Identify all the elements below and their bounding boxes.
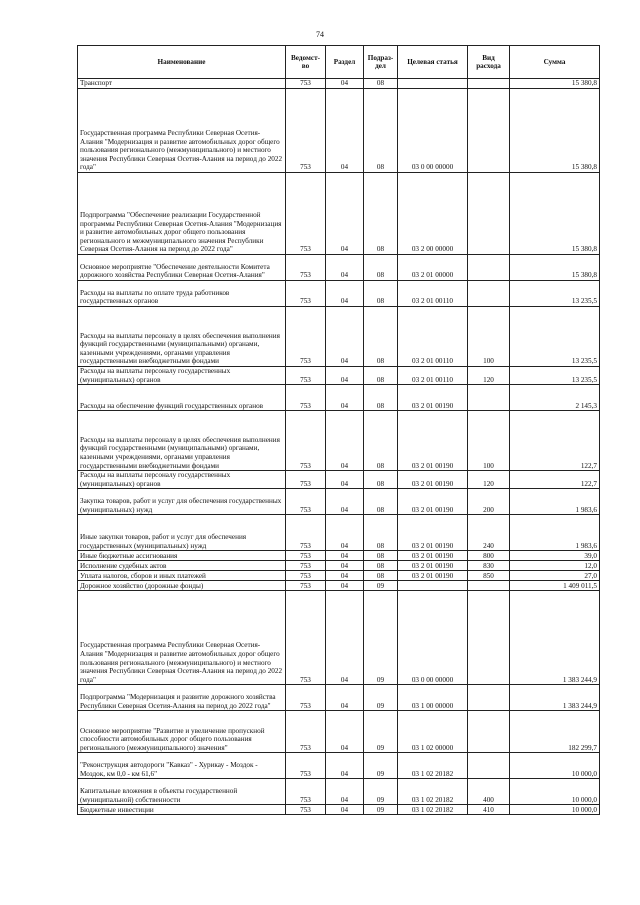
cell-name: Капитальные вложения в объекты государственной (муниципальной) собственности <box>78 779 286 805</box>
cell-department: 753 <box>286 255 326 281</box>
cell-department: 753 <box>286 367 326 385</box>
cell-name: Исполнение судебных актов <box>78 561 286 571</box>
cell-department: 753 <box>286 489 326 515</box>
cell-expense-type <box>468 685 510 711</box>
cell-expense-type: 800 <box>468 551 510 561</box>
cell-name: Основное мероприятие "Обеспечение деятельности Комитета дорожного хозяйства Республики Северная Осетия-Алания" <box>78 255 286 281</box>
cell-target-article <box>398 79 468 89</box>
cell-amount: 122,7 <box>510 411 600 471</box>
cell-expense-type: 100 <box>468 411 510 471</box>
budget-table <box>77 45 600 815</box>
header-target-article: Целевая статья <box>398 46 468 79</box>
cell-name: Бюджетные инвестиции <box>78 805 286 815</box>
table-row <box>78 779 600 805</box>
cell-department: 753 <box>286 685 326 711</box>
table-row <box>78 255 600 281</box>
cell-amount: 12,0 <box>510 561 600 571</box>
cell-expense-type: 200 <box>468 489 510 515</box>
cell-subsection: 08 <box>364 551 398 561</box>
cell-name: Закупка товаров, работ и услуг для обеспечения государственных (муниципальных) нужд <box>78 489 286 515</box>
cell-name: Иные бюджетные ассигнования <box>78 551 286 561</box>
table-row <box>78 173 600 255</box>
cell-target-article: 03 2 01 00110 <box>398 281 468 307</box>
cell-target-article: 03 2 00 00000 <box>398 173 468 255</box>
cell-section: 04 <box>326 753 364 779</box>
cell-amount: 1 983,6 <box>510 515 600 551</box>
header-subsection: Подраз-дел <box>364 46 398 79</box>
cell-name: Расходы на выплаты персоналу в целях обеспечения выполнения функций государственными (муниципальными) органами, казенными учреждениями, органами управления государственными внебюджетными фондами <box>78 411 286 471</box>
cell-expense-type <box>468 255 510 281</box>
table-header-row <box>78 46 600 79</box>
cell-name: Основное мероприятие "Развитие и увеличение пропускной способности автомобильных дорог общего пользования регионального (межмуниципального) значения" <box>78 711 286 753</box>
cell-subsection: 09 <box>364 779 398 805</box>
header-section: Раздел <box>326 46 364 79</box>
cell-target-article: 03 2 01 00190 <box>398 471 468 489</box>
cell-department: 753 <box>286 281 326 307</box>
cell-target-article: 03 2 01 00190 <box>398 411 468 471</box>
cell-name: "Реконструкция автодороги "Кавказ" - Хурикау - Моздок - Моздок, км 0,0 - км 61,6" <box>78 753 286 779</box>
table-row <box>78 281 600 307</box>
cell-amount: 1 983,6 <box>510 489 600 515</box>
cell-target-article: 03 2 01 00110 <box>398 367 468 385</box>
cell-expense-type <box>468 173 510 255</box>
cell-subsection: 09 <box>364 591 398 685</box>
cell-expense-type <box>468 753 510 779</box>
cell-amount: 1 409 011,5 <box>510 581 600 591</box>
cell-amount: 2 145,3 <box>510 385 600 411</box>
cell-target-article <box>398 581 468 591</box>
cell-subsection: 08 <box>364 367 398 385</box>
cell-department: 753 <box>286 779 326 805</box>
cell-name: Транспорт <box>78 79 286 89</box>
cell-name: Дорожное хозяйство (дорожные фонды) <box>78 581 286 591</box>
cell-target-article: 03 2 01 00000 <box>398 255 468 281</box>
cell-department: 753 <box>286 571 326 581</box>
cell-section: 04 <box>326 685 364 711</box>
cell-section: 04 <box>326 489 364 515</box>
header-expense-type: Вид расхода <box>468 46 510 79</box>
cell-subsection: 08 <box>364 385 398 411</box>
cell-section: 04 <box>326 571 364 581</box>
header-amount: Сумма <box>510 46 600 79</box>
cell-subsection: 09 <box>364 753 398 779</box>
cell-department: 753 <box>286 385 326 411</box>
cell-name: Расходы на выплаты персоналу государственных (муниципальных) органов <box>78 471 286 489</box>
cell-expense-type <box>468 281 510 307</box>
cell-department: 753 <box>286 551 326 561</box>
cell-expense-type <box>468 711 510 753</box>
cell-expense-type <box>468 591 510 685</box>
cell-section: 04 <box>326 591 364 685</box>
cell-target-article: 03 2 01 00190 <box>398 551 468 561</box>
cell-section: 04 <box>326 551 364 561</box>
cell-section: 04 <box>326 367 364 385</box>
cell-department: 753 <box>286 561 326 571</box>
cell-target-article: 03 2 01 00190 <box>398 571 468 581</box>
cell-expense-type: 850 <box>468 571 510 581</box>
cell-target-article: 03 2 01 00190 <box>398 561 468 571</box>
cell-target-article: 03 2 01 00190 <box>398 385 468 411</box>
cell-section: 04 <box>326 307 364 367</box>
cell-expense-type: 830 <box>468 561 510 571</box>
table-row <box>78 471 600 489</box>
cell-expense-type: 100 <box>468 307 510 367</box>
cell-subsection: 08 <box>364 79 398 89</box>
cell-name: Уплата налогов, сборов и иных платежей <box>78 571 286 581</box>
cell-amount: 182 299,7 <box>510 711 600 753</box>
cell-target-article: 03 0 00 00000 <box>398 591 468 685</box>
cell-department: 753 <box>286 515 326 551</box>
cell-section: 04 <box>326 79 364 89</box>
table-row <box>78 515 600 551</box>
cell-subsection: 09 <box>364 805 398 815</box>
cell-name: Государственная программа Республики Северная Осетия-Алания "Модернизация и развитие автомобильных дорог общего пользования регионального (межмуниципального) и местного значения Республики Северная Осетия-Алания на период до 2022 года" <box>78 591 286 685</box>
cell-amount: 1 383 244,9 <box>510 591 600 685</box>
table-row <box>78 411 600 471</box>
cell-amount: 15 380,8 <box>510 255 600 281</box>
header-name: Наименование <box>78 46 286 79</box>
cell-department: 753 <box>286 173 326 255</box>
cell-amount: 10 000,0 <box>510 805 600 815</box>
cell-name: Государственная программа Республики Северная Осетия-Алания "Модернизация и развитие автомобильных дорог общего пользования регионального (межмуниципального) и местного значения Республики Северная Осетия-Алания на период до 2022 года" <box>78 89 286 173</box>
cell-expense-type <box>468 385 510 411</box>
cell-target-article: 03 1 02 00000 <box>398 711 468 753</box>
cell-department: 753 <box>286 307 326 367</box>
table-row <box>78 89 600 173</box>
table-row <box>78 79 600 89</box>
table-row <box>78 805 600 815</box>
cell-department: 753 <box>286 471 326 489</box>
cell-amount: 122,7 <box>510 471 600 489</box>
table-row <box>78 753 600 779</box>
cell-target-article: 03 1 02 20182 <box>398 779 468 805</box>
cell-department: 753 <box>286 79 326 89</box>
cell-subsection: 08 <box>364 515 398 551</box>
cell-department: 753 <box>286 89 326 173</box>
cell-target-article: 03 1 02 20182 <box>398 805 468 815</box>
cell-name: Расходы на обеспечение функций государственных органов <box>78 385 286 411</box>
cell-amount: 13 235,5 <box>510 281 600 307</box>
cell-subsection: 08 <box>364 561 398 571</box>
cell-section: 04 <box>326 779 364 805</box>
table-row <box>78 711 600 753</box>
cell-section: 04 <box>326 515 364 551</box>
cell-section: 04 <box>326 805 364 815</box>
cell-subsection: 08 <box>364 489 398 515</box>
cell-section: 04 <box>326 281 364 307</box>
cell-name: Подпрограмма "Обеспечение реализации Государственной программы Республики Северная Осетия-Алания "Модернизация и развитие автомобильных дорог общего пользования регионального и межмуниципального значения Республики Северная Осетия-Алания на период до 2022 года" <box>78 173 286 255</box>
cell-subsection: 08 <box>364 89 398 173</box>
cell-section: 04 <box>326 411 364 471</box>
cell-expense-type: 400 <box>468 779 510 805</box>
cell-expense-type: 120 <box>468 367 510 385</box>
header-department: Ведомст-во <box>286 46 326 79</box>
cell-expense-type: 240 <box>468 515 510 551</box>
cell-department: 753 <box>286 591 326 685</box>
cell-expense-type: 120 <box>468 471 510 489</box>
cell-target-article: 03 1 00 00000 <box>398 685 468 711</box>
table-row <box>78 591 600 685</box>
cell-amount: 10 000,0 <box>510 779 600 805</box>
cell-subsection: 09 <box>364 581 398 591</box>
cell-name: Расходы на выплаты персоналу государственных (муниципальных) органов <box>78 367 286 385</box>
cell-subsection: 08 <box>364 173 398 255</box>
table-row <box>78 367 600 385</box>
cell-expense-type <box>468 79 510 89</box>
cell-subsection: 09 <box>364 685 398 711</box>
cell-subsection: 08 <box>364 281 398 307</box>
cell-expense-type <box>468 581 510 591</box>
cell-amount: 39,0 <box>510 551 600 561</box>
cell-subsection: 08 <box>364 307 398 367</box>
cell-department: 753 <box>286 753 326 779</box>
cell-department: 753 <box>286 805 326 815</box>
cell-amount: 15 380,8 <box>510 79 600 89</box>
table-row <box>78 561 600 571</box>
cell-expense-type <box>468 89 510 173</box>
cell-section: 04 <box>326 581 364 591</box>
cell-name: Иные закупки товаров, работ и услуг для обеспечения государственных (муниципальных) нужд <box>78 515 286 551</box>
table-row <box>78 571 600 581</box>
table-row <box>78 551 600 561</box>
cell-amount: 13 235,5 <box>510 307 600 367</box>
table-row <box>78 307 600 367</box>
cell-amount: 27,0 <box>510 571 600 581</box>
cell-section: 04 <box>326 173 364 255</box>
cell-amount: 15 380,8 <box>510 89 600 173</box>
table-row <box>78 581 600 591</box>
table-row <box>78 385 600 411</box>
cell-subsection: 08 <box>364 571 398 581</box>
cell-section: 04 <box>326 385 364 411</box>
cell-name: Подпрограмма "Модернизация и развитие дорожного хозяйства Республики Северная Осетия-Алания на период до 2022 года" <box>78 685 286 711</box>
cell-amount: 10 000,0 <box>510 753 600 779</box>
cell-department: 753 <box>286 581 326 591</box>
cell-section: 04 <box>326 255 364 281</box>
cell-subsection: 08 <box>364 255 398 281</box>
cell-name: Расходы на выплаты персоналу в целях обеспечения выполнения функций государственными (муниципальными) органами, казенными учреждениями, органами управления государственными внебюджетными фондами <box>78 307 286 367</box>
cell-amount: 13 235,5 <box>510 367 600 385</box>
cell-amount: 1 383 244,9 <box>510 685 600 711</box>
cell-section: 04 <box>326 89 364 173</box>
page-number: 74 <box>316 30 324 39</box>
cell-subsection: 08 <box>364 411 398 471</box>
cell-target-article: 03 2 01 00190 <box>398 489 468 515</box>
cell-target-article: 03 0 00 00000 <box>398 89 468 173</box>
cell-section: 04 <box>326 711 364 753</box>
cell-amount: 15 380,8 <box>510 173 600 255</box>
cell-section: 04 <box>326 471 364 489</box>
cell-section: 04 <box>326 561 364 571</box>
cell-subsection: 09 <box>364 711 398 753</box>
cell-target-article: 03 1 02 20182 <box>398 753 468 779</box>
cell-target-article: 03 2 01 00190 <box>398 515 468 551</box>
cell-subsection: 08 <box>364 471 398 489</box>
table-row <box>78 685 600 711</box>
cell-name: Расходы на выплаты по оплате труда работников государственных органов <box>78 281 286 307</box>
table-row <box>78 489 600 515</box>
cell-target-article: 03 2 01 00110 <box>398 307 468 367</box>
cell-department: 753 <box>286 411 326 471</box>
cell-department: 753 <box>286 711 326 753</box>
cell-expense-type: 410 <box>468 805 510 815</box>
